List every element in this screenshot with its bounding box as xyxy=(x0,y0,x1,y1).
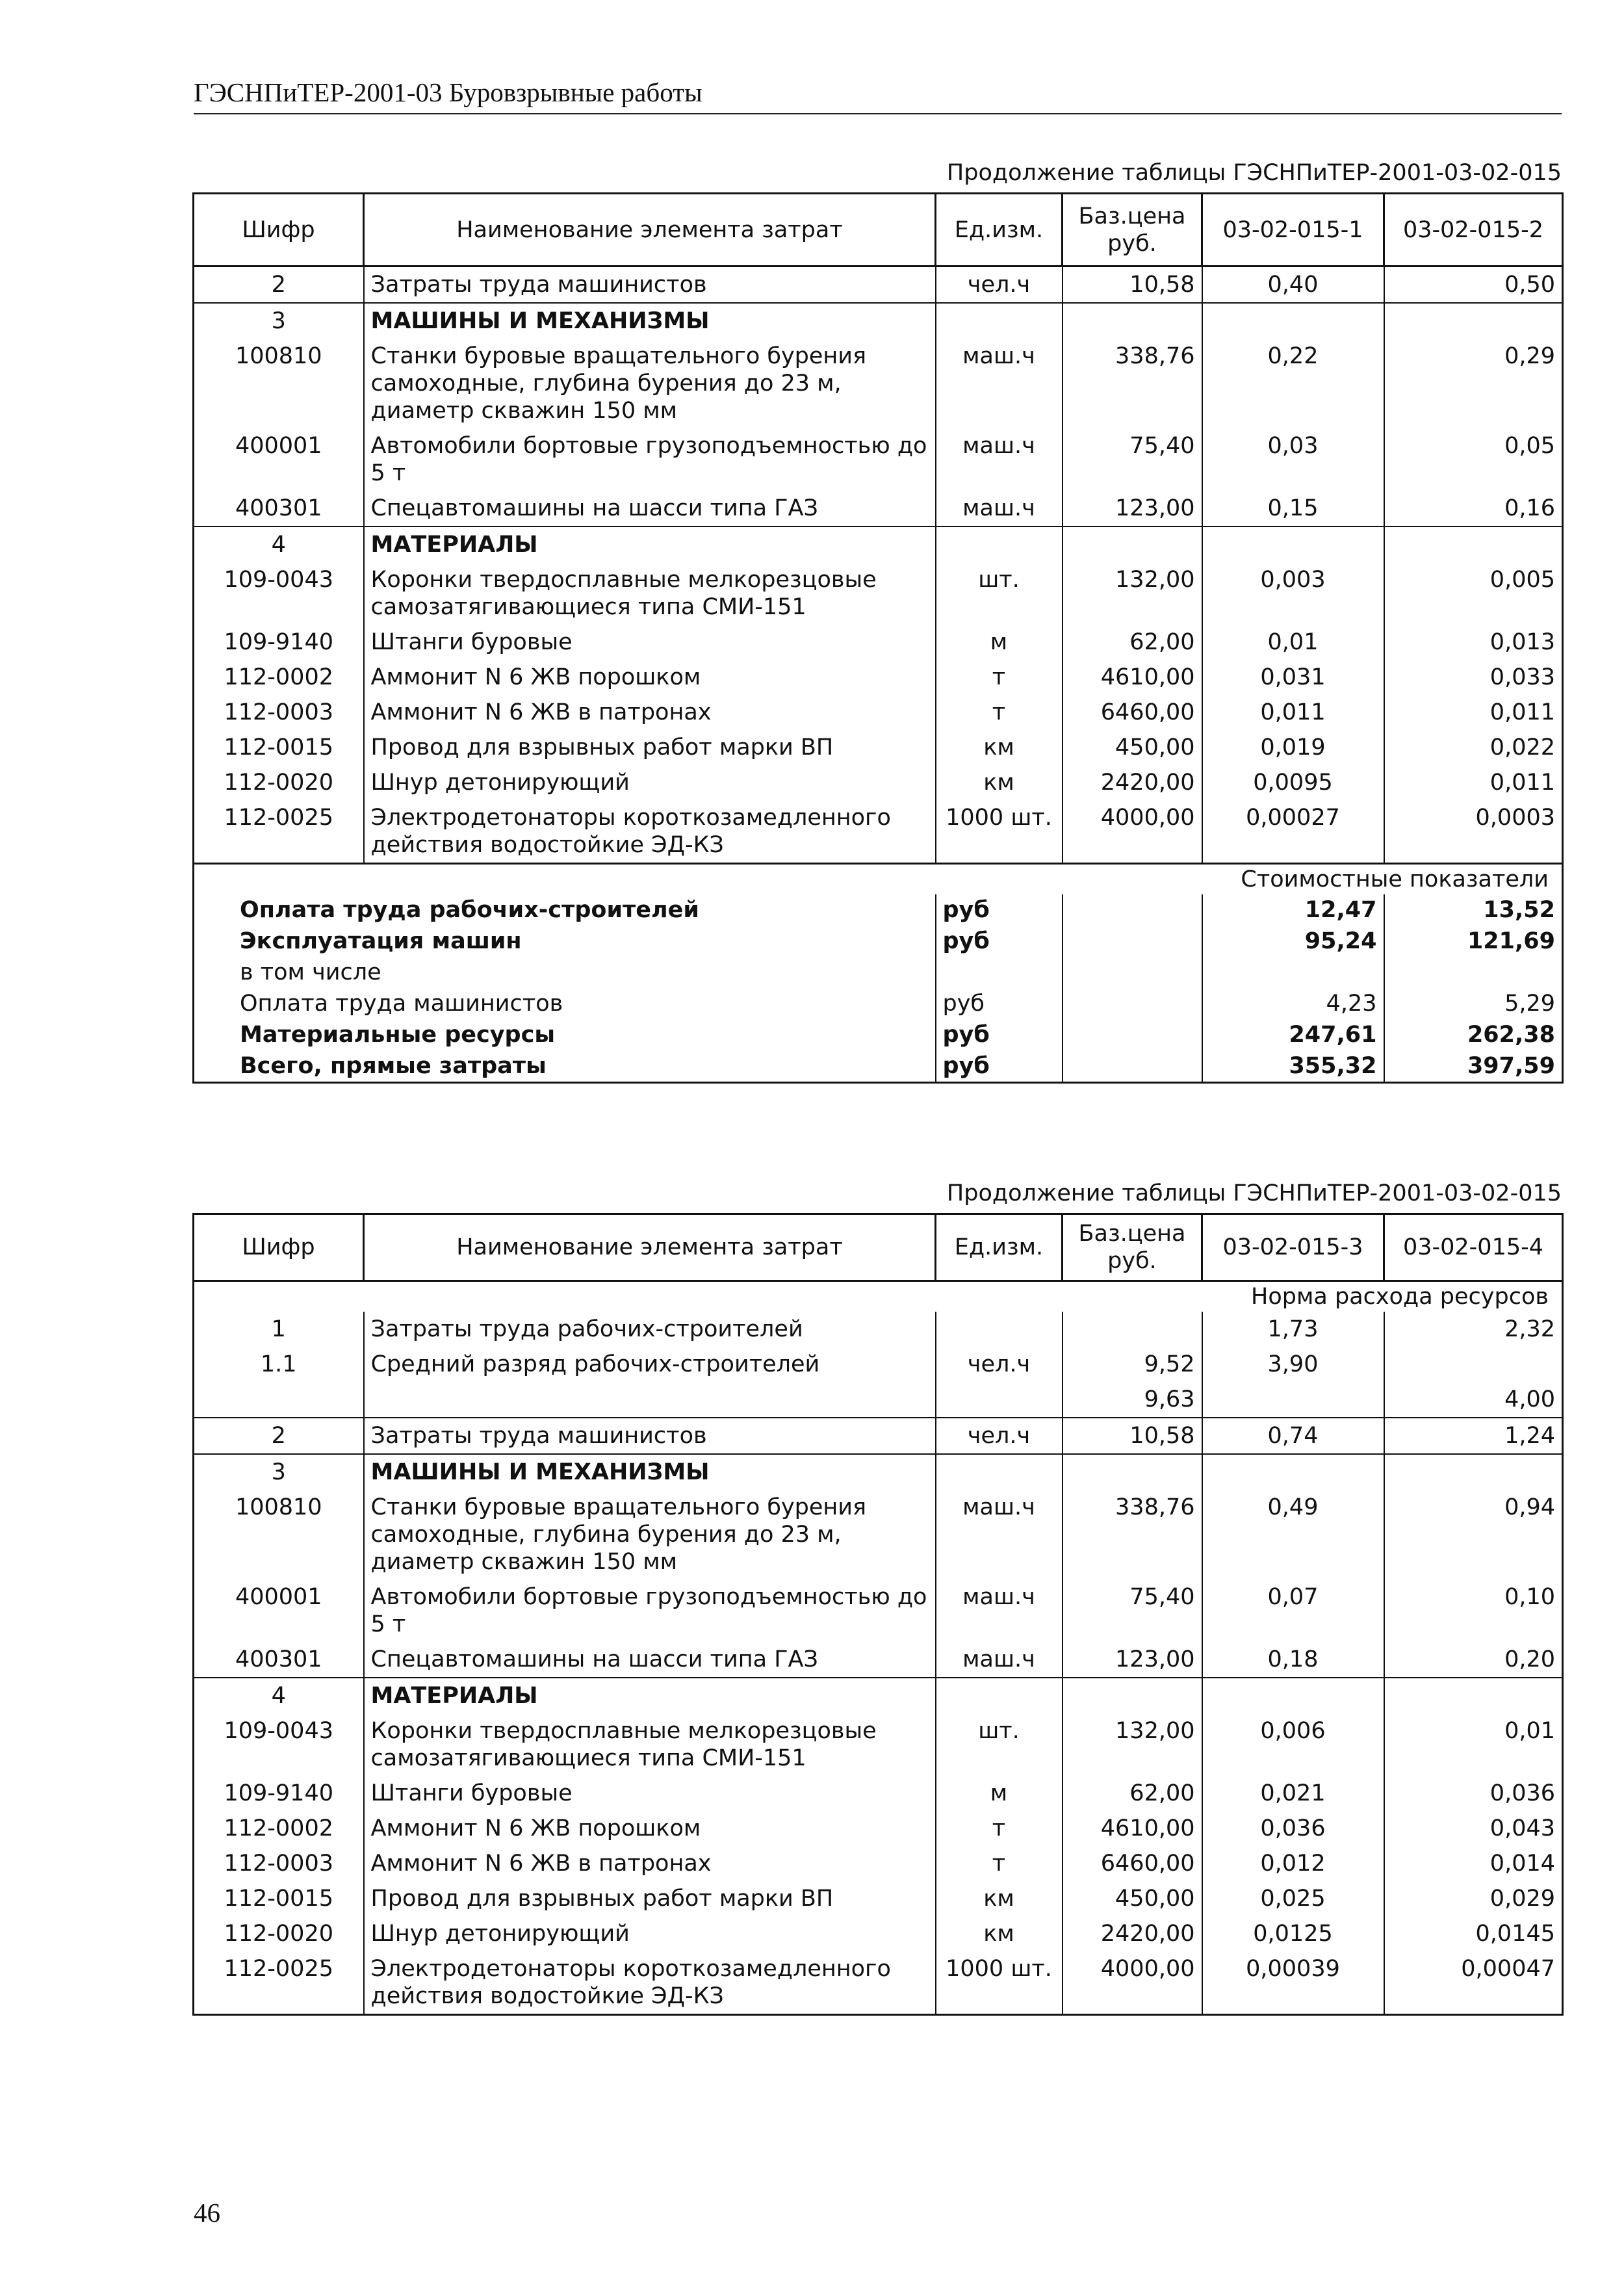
base-price: 123,00 xyxy=(1063,491,1202,526)
resource-code: 112-0003 xyxy=(194,1846,364,1881)
col-header-price: Баз.цена руб. xyxy=(1063,1214,1202,1281)
resource-name: Средний разряд рабочих-строителей xyxy=(364,1347,936,1382)
summary-label: в том числе xyxy=(194,957,936,988)
resource-name: Затраты труда рабочих-строителей xyxy=(364,1312,936,1347)
col-header-unit: Ед.изм. xyxy=(936,194,1063,266)
summary-value-1: 355,32 xyxy=(1202,1050,1384,1083)
norm-value-1: 0,03 xyxy=(1202,428,1384,491)
summary-label: Материальные ресурсы xyxy=(194,1019,936,1050)
resource-name: Электродетонаторы короткозамедленного действия водостойкие ЭД-КЗ xyxy=(364,800,936,864)
table-row xyxy=(194,1846,1563,1881)
resource-unit: км xyxy=(936,1916,1063,1951)
norm-value-1: 0,00039 xyxy=(1202,1951,1384,2015)
resource-unit: чел.ч xyxy=(936,1418,1063,1454)
table-row xyxy=(194,625,1563,660)
page-number: 46 xyxy=(194,2198,220,2228)
resource-code: 112-0003 xyxy=(194,695,364,730)
base-price: 10,58 xyxy=(1063,1418,1202,1454)
base-price: 6460,00 xyxy=(1063,1846,1202,1881)
summary-value-2 xyxy=(1384,957,1563,988)
resource-unit: маш.ч xyxy=(936,428,1063,491)
base-price: 75,40 xyxy=(1063,428,1202,491)
base-price: 4000,00 xyxy=(1063,1951,1202,2015)
norm-value-1: 0,07 xyxy=(1202,1580,1384,1642)
table-row xyxy=(194,1916,1563,1951)
col-header-name: Наименование элемента затрат xyxy=(364,194,936,266)
resource-code: 2 xyxy=(194,266,364,304)
resource-name: Аммонит N 6 ЖВ в патронах xyxy=(364,1846,936,1881)
norm-value-1: 0,0095 xyxy=(1202,765,1384,800)
base-price: 75,40 xyxy=(1063,1580,1202,1642)
resource-name: Аммонит N 6 ЖВ в патронах xyxy=(364,695,936,730)
table-row xyxy=(194,1713,1563,1776)
resource-unit: т xyxy=(936,660,1063,695)
base-price: 2420,00 xyxy=(1063,1916,1202,1951)
summary-row xyxy=(194,957,1563,988)
resource-unit: чел.ч xyxy=(936,1347,1063,1382)
summary-value-1: 4,23 xyxy=(1202,988,1384,1019)
resource-code: 4 xyxy=(194,1678,364,1713)
table-row xyxy=(194,1642,1563,1678)
table-row xyxy=(194,800,1563,864)
resource-name: Коронки твердосплавные мелкорезцовые самозатягивающиеся типа СМИ-151 xyxy=(364,562,936,625)
resource-code: 100810 xyxy=(194,1490,364,1580)
norm-value-2: 0,014 xyxy=(1384,1846,1563,1881)
norm-value-1: 0,01 xyxy=(1202,625,1384,660)
resource-unit: 1000 шт. xyxy=(936,800,1063,864)
resource-code: 112-0025 xyxy=(194,800,364,864)
norm-value-1: 0,74 xyxy=(1202,1418,1384,1454)
summary-row xyxy=(194,1050,1563,1083)
base-price: 2420,00 xyxy=(1063,765,1202,800)
summary-unit xyxy=(936,957,1063,988)
summary-value-2: 121,69 xyxy=(1384,926,1563,957)
norm-value-1 xyxy=(1202,1382,1384,1418)
resource-name: Спецавтомашины на шасси типа ГАЗ xyxy=(364,1642,936,1678)
resource-name: Электродетонаторы короткозамедленного действия водостойкие ЭД-КЗ xyxy=(364,1951,936,2015)
summary-value-2: 13,52 xyxy=(1384,894,1563,926)
resource-code: 112-0015 xyxy=(194,1881,364,1916)
resource-code: 2 xyxy=(194,1418,364,1454)
resource-unit xyxy=(936,303,1063,339)
table-row xyxy=(194,1881,1563,1916)
resource-unit: чел.ч xyxy=(936,266,1063,304)
norm-value-2 xyxy=(1384,1347,1563,1382)
resource-unit: маш.ч xyxy=(936,491,1063,526)
table-row xyxy=(194,1678,1563,1713)
norm-value-1: 0,00027 xyxy=(1202,800,1384,864)
norm-value-1: 3,90 xyxy=(1202,1347,1384,1382)
norm-value-2: 0,29 xyxy=(1384,339,1563,428)
resource-name: МАШИНЫ И МЕХАНИЗМЫ xyxy=(364,303,936,339)
resource-table-1 xyxy=(192,192,1564,1084)
resource-unit xyxy=(936,526,1063,562)
norm-value-2: 0,94 xyxy=(1384,1490,1563,1580)
table-row xyxy=(194,730,1563,765)
resource-unit: м xyxy=(936,625,1063,660)
norm-value-2: 0,20 xyxy=(1384,1642,1563,1678)
table-row xyxy=(194,491,1563,526)
norm-value-1: 0,006 xyxy=(1202,1713,1384,1776)
norm-value-2: 0,00047 xyxy=(1384,1951,1563,2015)
resource-name: Провод для взрывных работ марки ВП xyxy=(364,1881,936,1916)
norm-value-1 xyxy=(1202,1678,1384,1713)
norm-value-2: 2,32 xyxy=(1384,1312,1563,1347)
summary-row xyxy=(194,1019,1563,1050)
base-price: 4610,00 xyxy=(1063,1811,1202,1846)
col-header-name: Наименование элемента затрат xyxy=(364,1214,936,1281)
resource-code: 100810 xyxy=(194,339,364,428)
norm-value-1 xyxy=(1202,303,1384,339)
norm-value-1: 0,036 xyxy=(1202,1811,1384,1846)
norm-value-1: 0,18 xyxy=(1202,1642,1384,1678)
table-row xyxy=(194,339,1563,428)
resource-name: Затраты труда машинистов xyxy=(364,266,936,304)
base-price: 62,00 xyxy=(1063,625,1202,660)
resource-code: 400301 xyxy=(194,491,364,526)
summary-unit: руб xyxy=(936,1050,1063,1083)
summary-label: Эксплуатация машин xyxy=(194,926,936,957)
resource-name: Затраты труда машинистов xyxy=(364,1418,936,1454)
table-row xyxy=(194,1490,1563,1580)
norm-value-1: 0,012 xyxy=(1202,1846,1384,1881)
resource-code xyxy=(194,1382,364,1418)
summary-unit: руб xyxy=(936,1019,1063,1050)
resource-code: 112-0020 xyxy=(194,765,364,800)
norm-value-1: 0,003 xyxy=(1202,562,1384,625)
base-price: 9,63 xyxy=(1063,1382,1202,1418)
base-price: 6460,00 xyxy=(1063,695,1202,730)
resource-unit: т xyxy=(936,1846,1063,1881)
summary-unit: руб xyxy=(936,926,1063,957)
norm-value-1: 0,031 xyxy=(1202,660,1384,695)
resource-unit xyxy=(936,1312,1063,1347)
norm-value-2: 0,01 xyxy=(1384,1713,1563,1776)
table-row xyxy=(194,1418,1563,1454)
base-price: 9,52 xyxy=(1063,1347,1202,1382)
norm-value-1: 0,0125 xyxy=(1202,1916,1384,1951)
resource-name: Автомобили бортовые грузоподъемностью до 5 т xyxy=(364,428,936,491)
resource-code: 1 xyxy=(194,1312,364,1347)
summary-blank xyxy=(1063,988,1202,1019)
summary-blank xyxy=(1063,1019,1202,1050)
resource-name: Коронки твердосплавные мелкорезцовые самозатягивающиеся типа СМИ-151 xyxy=(364,1713,936,1776)
summary-row xyxy=(194,894,1563,926)
base-price: 62,00 xyxy=(1063,1776,1202,1811)
resource-unit: км xyxy=(936,1881,1063,1916)
norm-value-2: 0,011 xyxy=(1384,695,1563,730)
resource-name: Спецавтомашины на шасси типа ГАЗ xyxy=(364,491,936,526)
base-price xyxy=(1063,526,1202,562)
resource-name: МАТЕРИАЛЫ xyxy=(364,1678,936,1713)
summary-blank xyxy=(1063,1050,1202,1083)
summary-label: Всего, прямые затраты xyxy=(194,1050,936,1083)
norm-value-2: 4,00 xyxy=(1384,1382,1563,1418)
resource-unit xyxy=(936,1382,1063,1418)
norm-value-1: 0,021 xyxy=(1202,1776,1384,1811)
norm-value-1: 0,49 xyxy=(1202,1490,1384,1580)
resource-code: 112-0002 xyxy=(194,1811,364,1846)
summary-value-1: 95,24 xyxy=(1202,926,1384,957)
base-price: 338,76 xyxy=(1063,1490,1202,1580)
base-price: 123,00 xyxy=(1063,1642,1202,1678)
base-price: 4610,00 xyxy=(1063,660,1202,695)
norm-value-2: 0,005 xyxy=(1384,562,1563,625)
norm-value-1: 1,73 xyxy=(1202,1312,1384,1347)
resource-code: 3 xyxy=(194,1454,364,1490)
table-row xyxy=(194,562,1563,625)
col-header-norm-3: 03-02-015-3 xyxy=(1202,1214,1384,1281)
norm-value-2: 0,16 xyxy=(1384,491,1563,526)
resource-code: 4 xyxy=(194,526,364,562)
norm-value-2 xyxy=(1384,526,1563,562)
table-row xyxy=(194,1580,1563,1642)
resource-code: 109-0043 xyxy=(194,562,364,625)
summary-value-2: 262,38 xyxy=(1384,1019,1563,1050)
table-row xyxy=(194,1951,1563,2015)
summary-value-1: 247,61 xyxy=(1202,1019,1384,1050)
col-header-norm-1: 03-02-015-1 xyxy=(1202,194,1384,266)
resource-code: 112-0025 xyxy=(194,1951,364,2015)
resource-code: 112-0002 xyxy=(194,660,364,695)
resource-name: МАТЕРИАЛЫ xyxy=(364,526,936,562)
norm-value-2: 0,022 xyxy=(1384,730,1563,765)
norm-value-1: 0,15 xyxy=(1202,491,1384,526)
col-header-price: Баз.цена руб. xyxy=(1063,194,1202,266)
col-header-code: Шифр xyxy=(194,1214,364,1281)
summary-row xyxy=(194,988,1563,1019)
norm-value-2: 1,24 xyxy=(1384,1418,1563,1454)
norm-value-2: 0,50 xyxy=(1384,266,1563,304)
resource-name: Штанги буровые xyxy=(364,1776,936,1811)
table-row xyxy=(194,428,1563,491)
norm-value-2: 0,05 xyxy=(1384,428,1563,491)
summary-value-2: 397,59 xyxy=(1384,1050,1563,1083)
col-header-norm-2: 03-02-015-2 xyxy=(1384,194,1563,266)
norm-value-2: 0,033 xyxy=(1384,660,1563,695)
resource-table-2 xyxy=(192,1213,1564,2016)
resource-code: 109-0043 xyxy=(194,1713,364,1776)
table-row xyxy=(194,1454,1563,1490)
resource-unit: маш.ч xyxy=(936,1490,1063,1580)
resource-name: Аммонит N 6 ЖВ порошком xyxy=(364,660,936,695)
base-price xyxy=(1063,303,1202,339)
norm-value-2: 0,029 xyxy=(1384,1881,1563,1916)
summary-label: Оплата труда машинистов xyxy=(194,988,936,1019)
resource-unit: км xyxy=(936,765,1063,800)
base-price: 10,58 xyxy=(1063,266,1202,304)
table-row xyxy=(194,526,1563,562)
base-price: 132,00 xyxy=(1063,562,1202,625)
resource-unit: шт. xyxy=(936,1713,1063,1776)
resource-name: Провод для взрывных работ марки ВП xyxy=(364,730,936,765)
norm-value-1: 0,019 xyxy=(1202,730,1384,765)
norm-value-2 xyxy=(1384,1678,1563,1713)
summary-unit: руб xyxy=(936,988,1063,1019)
resource-code: 400001 xyxy=(194,1580,364,1642)
norm-value-2 xyxy=(1384,303,1563,339)
summary-blank xyxy=(1063,926,1202,957)
resource-name: Станки буровые вращательного бурения самоходные, глубина бурения до 23 м, диаметр скважин 150 мм xyxy=(364,339,936,428)
resource-unit: маш.ч xyxy=(936,1580,1063,1642)
base-price xyxy=(1063,1678,1202,1713)
table-row xyxy=(194,303,1563,339)
resource-unit: 1000 шт. xyxy=(936,1951,1063,2015)
resource-unit: м xyxy=(936,1776,1063,1811)
table-row xyxy=(194,1776,1563,1811)
norm-value-1 xyxy=(1202,526,1384,562)
table-row xyxy=(194,1312,1563,1347)
base-price xyxy=(1063,1454,1202,1490)
summary-row xyxy=(194,926,1563,957)
summary-value-1: 12,47 xyxy=(1202,894,1384,926)
summary-value-2: 5,29 xyxy=(1384,988,1563,1019)
base-price: 450,00 xyxy=(1063,730,1202,765)
resource-code: 112-0020 xyxy=(194,1916,364,1951)
resource-name: Шнур детонирующий xyxy=(364,765,936,800)
resource-unit xyxy=(936,1678,1063,1713)
resource-code: 109-9140 xyxy=(194,1776,364,1811)
resource-unit: шт. xyxy=(936,562,1063,625)
norm-value-2: 0,0145 xyxy=(1384,1916,1563,1951)
base-price: 450,00 xyxy=(1063,1881,1202,1916)
table-row xyxy=(194,1347,1563,1382)
table-row xyxy=(194,1382,1563,1418)
col-header-norm-4: 03-02-015-4 xyxy=(1384,1214,1563,1281)
resource-unit xyxy=(936,1454,1063,1490)
norm-value-1: 0,025 xyxy=(1202,1881,1384,1916)
resource-name: Шнур детонирующий xyxy=(364,1916,936,1951)
resource-name: МАШИНЫ И МЕХАНИЗМЫ xyxy=(364,1454,936,1490)
resource-name: Аммонит N 6 ЖВ порошком xyxy=(364,1811,936,1846)
norm-value-2: 0,036 xyxy=(1384,1776,1563,1811)
base-price: 132,00 xyxy=(1063,1713,1202,1776)
table2-caption: Продолжение таблицы ГЭСНПиТЕР-2001-03-02-015 xyxy=(946,1180,1562,1206)
resource-unit: маш.ч xyxy=(936,339,1063,428)
resource-name: Штанги буровые xyxy=(364,625,936,660)
norm-value-1: 0,011 xyxy=(1202,695,1384,730)
col-header-unit: Ед.изм. xyxy=(936,1214,1063,1281)
norm-value-2: 0,011 xyxy=(1384,765,1563,800)
resource-code: 112-0015 xyxy=(194,730,364,765)
base-price: 338,76 xyxy=(1063,339,1202,428)
table1-caption: Продолжение таблицы ГЭСНПиТЕР-2001-03-02-015 xyxy=(946,160,1562,186)
resource-unit: маш.ч xyxy=(936,1642,1063,1678)
table-row xyxy=(194,660,1563,695)
resource-code: 400301 xyxy=(194,1642,364,1678)
table-row xyxy=(194,765,1563,800)
resource-unit: км xyxy=(936,730,1063,765)
page-header: ГЭСНПиТЕР-2001-03 Буровзрывные работы xyxy=(194,77,1562,114)
summary-label: Оплата труда рабочих-строителей xyxy=(194,894,936,926)
resource-unit: т xyxy=(936,695,1063,730)
summary-blank xyxy=(1063,894,1202,926)
col-header-code: Шифр xyxy=(194,194,364,266)
norm-value-2 xyxy=(1384,1454,1563,1490)
base-price xyxy=(1063,1312,1202,1347)
summary-blank xyxy=(1063,957,1202,988)
summary-value-1 xyxy=(1202,957,1384,988)
cost-indicators-label: Стоимостные показатели xyxy=(194,864,1563,895)
resource-code: 3 xyxy=(194,303,364,339)
base-price: 4000,00 xyxy=(1063,800,1202,864)
norm-value-1 xyxy=(1202,1454,1384,1490)
resource-code: 1.1 xyxy=(194,1347,364,1382)
norm-label: Норма расхода ресурсов xyxy=(194,1281,1563,1312)
resource-code: 109-9140 xyxy=(194,625,364,660)
resource-unit: т xyxy=(936,1811,1063,1846)
norm-value-2: 0,10 xyxy=(1384,1580,1563,1642)
norm-value-1: 0,40 xyxy=(1202,266,1384,304)
table-row xyxy=(194,1811,1563,1846)
resource-name: Автомобили бортовые грузоподъемностью до 5 т xyxy=(364,1580,936,1642)
resource-code: 400001 xyxy=(194,428,364,491)
table-row xyxy=(194,266,1563,304)
norm-value-2: 0,043 xyxy=(1384,1811,1563,1846)
resource-name xyxy=(364,1382,936,1418)
table-row xyxy=(194,695,1563,730)
resource-name: Станки буровые вращательного бурения самоходные, глубина бурения до 23 м, диаметр скважин 150 мм xyxy=(364,1490,936,1580)
norm-value-2: 0,0003 xyxy=(1384,800,1563,864)
norm-value-2: 0,013 xyxy=(1384,625,1563,660)
summary-unit: руб xyxy=(936,894,1063,926)
norm-value-1: 0,22 xyxy=(1202,339,1384,428)
